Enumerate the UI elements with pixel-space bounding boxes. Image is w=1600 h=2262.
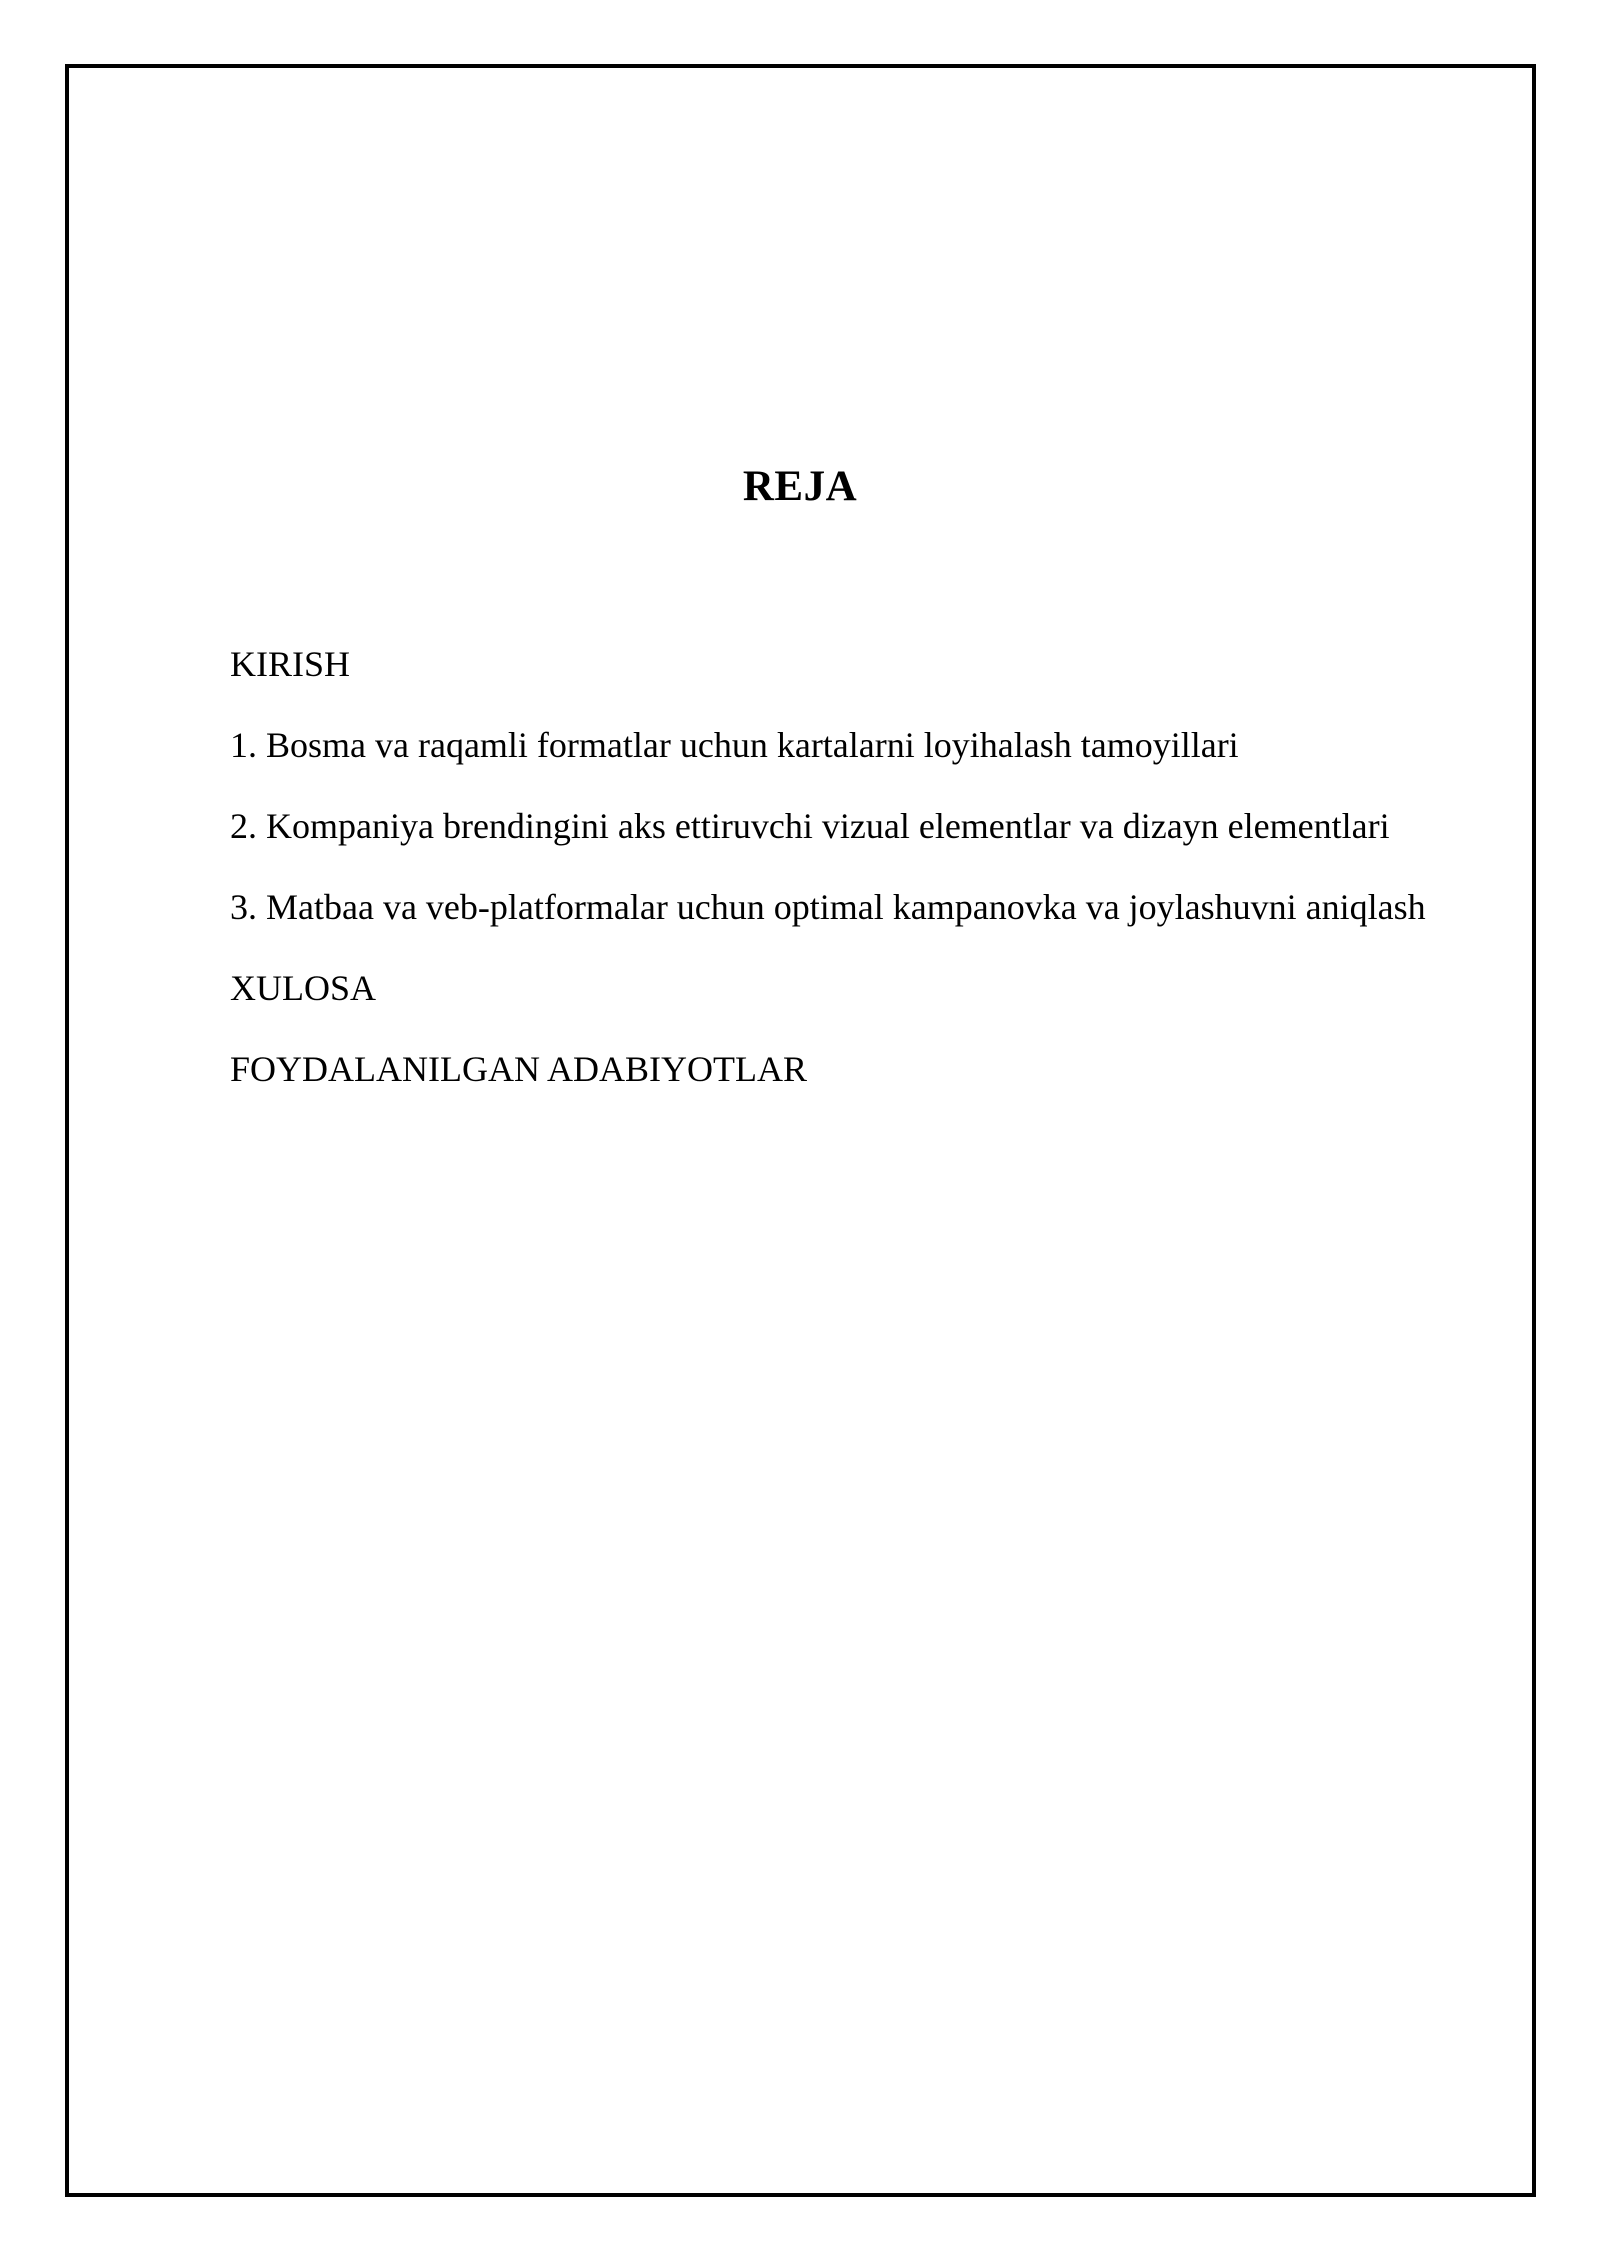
page-title: REJA <box>742 463 858 510</box>
plan-item-introduction: KIRISH <box>230 644 351 684</box>
plan-item-1: 1. Bosma va raqamli formatlar uchun kartalarni loyihalash tamoyillari <box>230 725 1239 765</box>
plan-list <box>230 642 1426 1128</box>
page-border <box>65 64 1536 2197</box>
plan-item-3: 3. Matbaa va veb-platformalar uchun optimal kampanovka va joylashuvni aniqlash <box>230 887 1426 927</box>
plan-item-conclusion: XULOSA <box>230 968 377 1008</box>
plan-item-2: 2. Kompaniya brendingini aks ettiruvchi vizual elementlar va dizayn elementlari <box>230 806 1390 846</box>
plan-item-references: FOYDALANILGAN ADABIYOTLAR <box>230 1049 807 1089</box>
